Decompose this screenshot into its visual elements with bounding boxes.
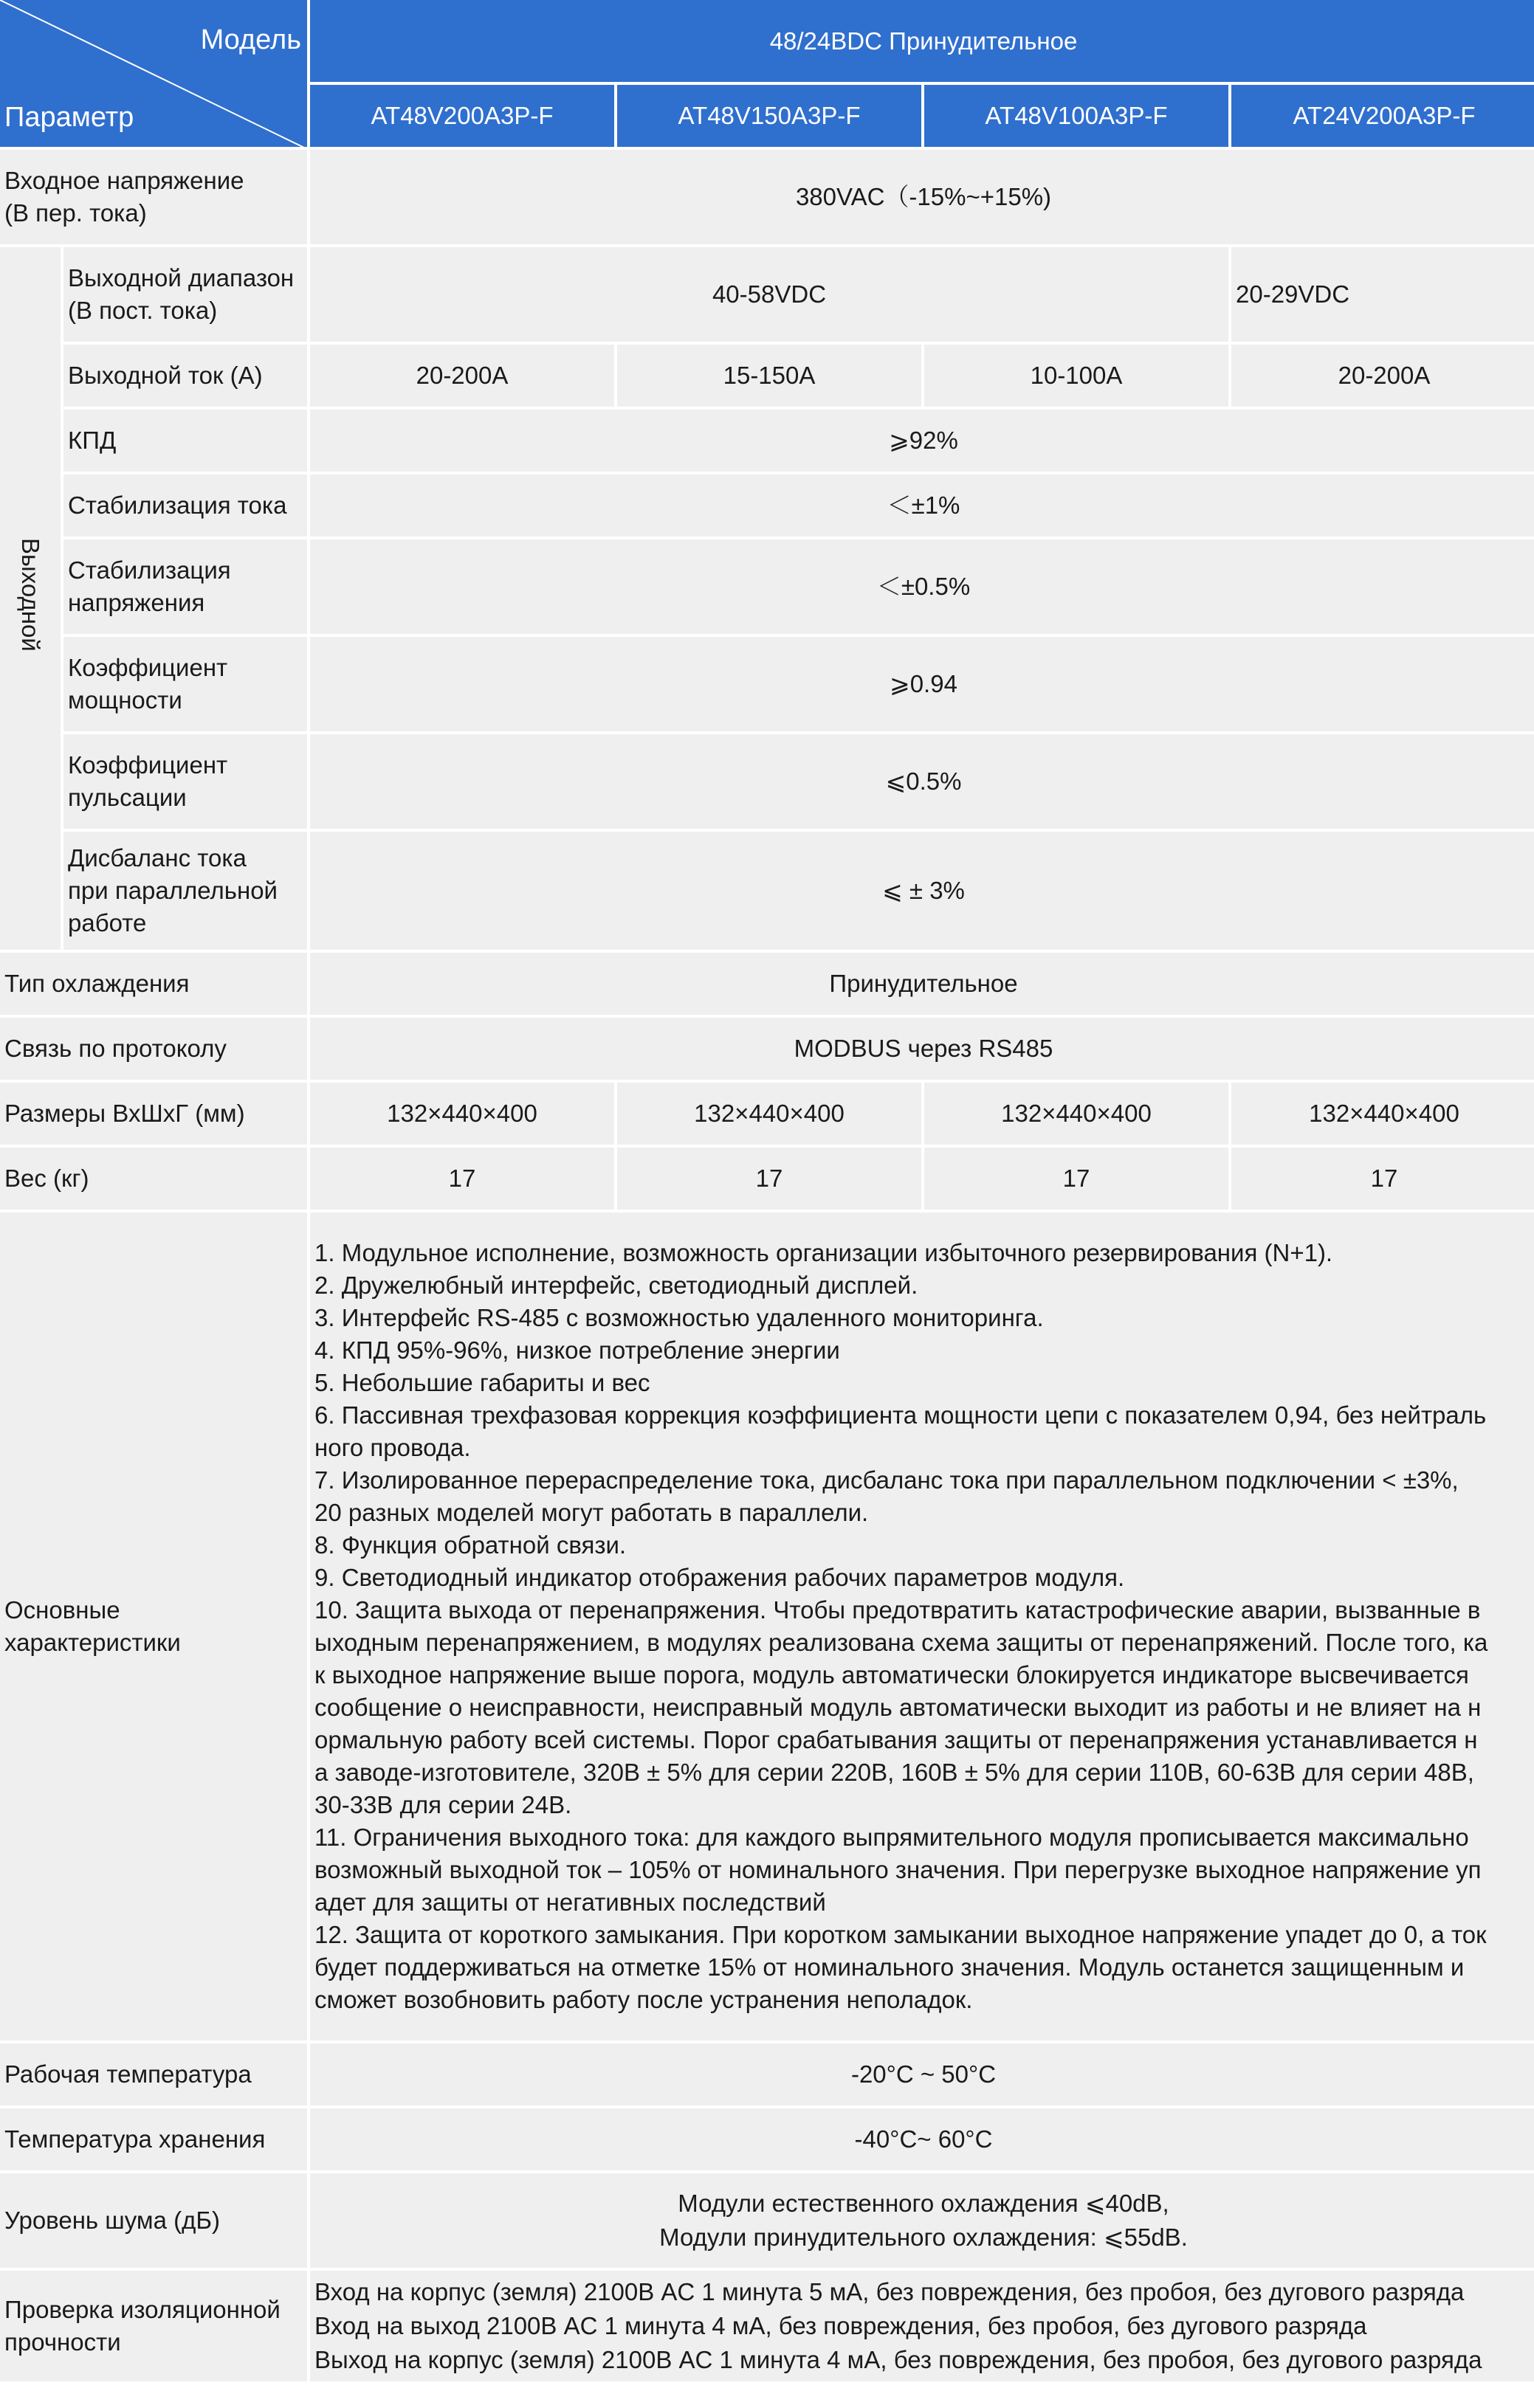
current-imbalance-label: Дисбаланс тока при параллельной работе <box>63 832 307 950</box>
weight-label: Вес (кг) <box>0 1148 307 1210</box>
model-name: AT24V200A3P-F <box>1231 85 1534 147</box>
noise-line: Модули принудительного охлаждения: ⩽55dB. <box>659 2224 1188 2251</box>
series-title: 48/24BDC Принудительное <box>310 0 1534 82</box>
output-current-value: 20-200A <box>1231 345 1534 407</box>
storage-temp-label: Температура хранения <box>0 2108 307 2170</box>
feature-line: а заводе-изготовителе, 320В ± 5% для серии 220В, 160В ± 5% для серии 110В, 60-63В для серии 48В, <box>314 1759 1474 1786</box>
feature-line: ыходным перенапряжением, в модулях реализована схема защиты от перенапряжений. После того, ка <box>314 1629 1488 1656</box>
feature-line: 12. Защита от короткого замыкания. При коротком замыкании выходное напряжение упадет до 0, а ток <box>314 1921 1487 1948</box>
efficiency-label: КПД <box>63 410 307 472</box>
voltage-stabilization-value: ＜±0.5% <box>310 539 1534 634</box>
protocol-value: MODBUS через RS485 <box>310 1018 1534 1080</box>
power-factor-value: ⩾0.94 <box>310 637 1534 731</box>
output-current-label: Выходной ток (А) <box>63 345 307 407</box>
header-corner-cell <box>0 0 307 147</box>
feature-line: 4. КПД 95%-96%, низкое потребление энергии <box>314 1336 840 1364</box>
feature-line: 7. Изолированное перераспределение тока, дисбаланс тока при параллельном подключении < ±3%, <box>314 1466 1459 1494</box>
current-stabilization-label: Стабилизация тока <box>63 475 307 537</box>
efficiency-value: ⩾92% <box>310 410 1534 472</box>
feature-line: возможный выходной ток – 105% от номинального значения. При перегрузке выходное напряжение уп <box>314 1856 1482 1883</box>
feature-line: сообщение о неисправности, неисправный модуль автоматически выходит из работы и не влияет на н <box>314 1694 1482 1721</box>
feature-line: адет для защиты от негативных последствий <box>314 1888 826 1916</box>
output-range-48v-value: 40-58VDC <box>310 247 1228 342</box>
feature-line: ормальную работу всей системы. Порог срабатывания защиты от перенапряжения устанавливается н <box>314 1726 1478 1753</box>
insulation-values <box>310 2271 1534 2381</box>
dimensions-value: 132×440×400 <box>310 1083 614 1145</box>
model-name: AT48V200A3P-F <box>310 85 614 147</box>
dimensions-value: 132×440×400 <box>1231 1083 1534 1145</box>
output-group-label: Выходной <box>17 537 44 652</box>
feature-line: ного провода. <box>314 1434 471 1461</box>
output-range-label: Выходной диапазон (В пост. тока) <box>63 247 307 342</box>
cooling-value: Принудительное <box>310 953 1534 1015</box>
output-current-value: 20-200A <box>310 345 614 407</box>
features-list <box>310 1212 1534 2040</box>
output-range-24v-value: 20-29VDC <box>1231 247 1534 342</box>
model-name: AT48V100A3P-F <box>924 85 1228 147</box>
dimensions-label: Размеры ВхШхГ (мм) <box>0 1083 307 1145</box>
feature-line: 8. Функция обратной связи. <box>314 1531 627 1559</box>
feature-line: 1. Модульное исполнение, возможность организации избыточного резервирования (N+1). <box>314 1239 1333 1266</box>
noise-label: Уровень шума (дБ) <box>0 2173 307 2268</box>
protocol-label: Связь по протоколу <box>0 1018 307 1080</box>
noise-values <box>310 2173 1534 2268</box>
noise-line: Модули естественного охлаждения ⩽40dB, <box>678 2190 1169 2217</box>
feature-line: 2. Дружелюбный интерфейс, светодиодный дисплей. <box>314 1272 918 1299</box>
feature-line: 10. Защита выхода от перенапряжения. Чтобы предотвратить катастрофические аварии, вызванные в <box>314 1596 1481 1624</box>
feature-line: к выходное напряжение выше порога, модуль автоматически блокируется индикаторе высвечивается <box>314 1661 1469 1688</box>
insulation-line: Выход на корпус (земля) 2100В AC 1 минута 4 мА, без повреждения, без пробоя, без дугового разряда <box>314 2346 1482 2373</box>
model-name: AT48V150A3P-F <box>617 85 921 147</box>
cooling-label: Тип охлаждения <box>0 953 307 1015</box>
output-current-value: 15-150A <box>617 345 921 407</box>
parameter-header-label: Параметр <box>4 102 134 133</box>
feature-line: 20 разных моделей могут работать в параллели. <box>314 1499 869 1526</box>
operating-temp-label: Рабочая температура <box>0 2043 307 2105</box>
weight-value: 17 <box>617 1148 921 1210</box>
insulation-line: Вход на выход 2100В AC 1 минута 4 мА, без повреждения, без пробоя, без дугового разряда <box>314 2312 1367 2339</box>
weight-value: 17 <box>310 1148 614 1210</box>
power-factor-label: Коэффициент мощности <box>63 637 307 731</box>
feature-line: 5. Небольшие габариты и вес <box>314 1369 650 1396</box>
insulation-line: Вход на корпус (земля) 2100В AC 1 минута 5 мА, без повреждения, без пробоя, без дугового разряда <box>314 2278 1465 2305</box>
feature-line: 9. Светодиодный индикатор отображения рабочих параметров модуля. <box>314 1564 1125 1591</box>
current-imbalance-value: ⩽ ± 3% <box>310 832 1534 950</box>
voltage-stabilization-label: Стабилизация напряжения <box>63 539 307 634</box>
output-group-cell <box>0 247 61 950</box>
storage-temp-value: -40°C~ 60°C <box>310 2108 1534 2170</box>
dimensions-value: 132×440×400 <box>924 1083 1228 1145</box>
dimensions-value: 132×440×400 <box>617 1083 921 1145</box>
input-voltage-value: 380VAC（-15%~+15%) <box>310 150 1534 244</box>
feature-line: 3. Интерфейс RS-485 с возможностью удаленного мониторинга. <box>314 1304 1044 1331</box>
current-stabilization-value: ＜±1% <box>310 475 1534 537</box>
weight-value: 17 <box>924 1148 1228 1210</box>
insulation-label: Проверка изоляционной прочности <box>0 2271 307 2381</box>
ripple-factor-label: Коэффициент пульсации <box>63 734 307 829</box>
feature-line: 30-33В для серии 24В. <box>314 1791 572 1818</box>
feature-line: сможет возобновить работу после устранения неполадок. <box>314 1986 973 2013</box>
ripple-factor-value: ⩽0.5% <box>310 734 1534 829</box>
operating-temp-value: -20°C ~ 50°C <box>310 2043 1534 2105</box>
model-header-label: Модель <box>200 24 301 55</box>
input-voltage-label: Входное напряжение (В пер. тока) <box>0 150 307 244</box>
feature-line: 11. Ограничения выходного тока: для каждого выпрямительного модуля прописывается максимально <box>314 1824 1469 1851</box>
output-current-value: 10-100A <box>924 345 1228 407</box>
weight-value: 17 <box>1231 1148 1534 1210</box>
feature-line: 6. Пассивная трехфазовая коррекция коэффициента мощности цепи с показателем 0,94, без нейтраль <box>314 1401 1487 1429</box>
feature-line: будет поддерживаться на отметке 15% от номинального значения. Модуль останется защищенным и <box>314 1953 1465 1981</box>
features-label: Основные характеристики <box>0 1212 307 2040</box>
